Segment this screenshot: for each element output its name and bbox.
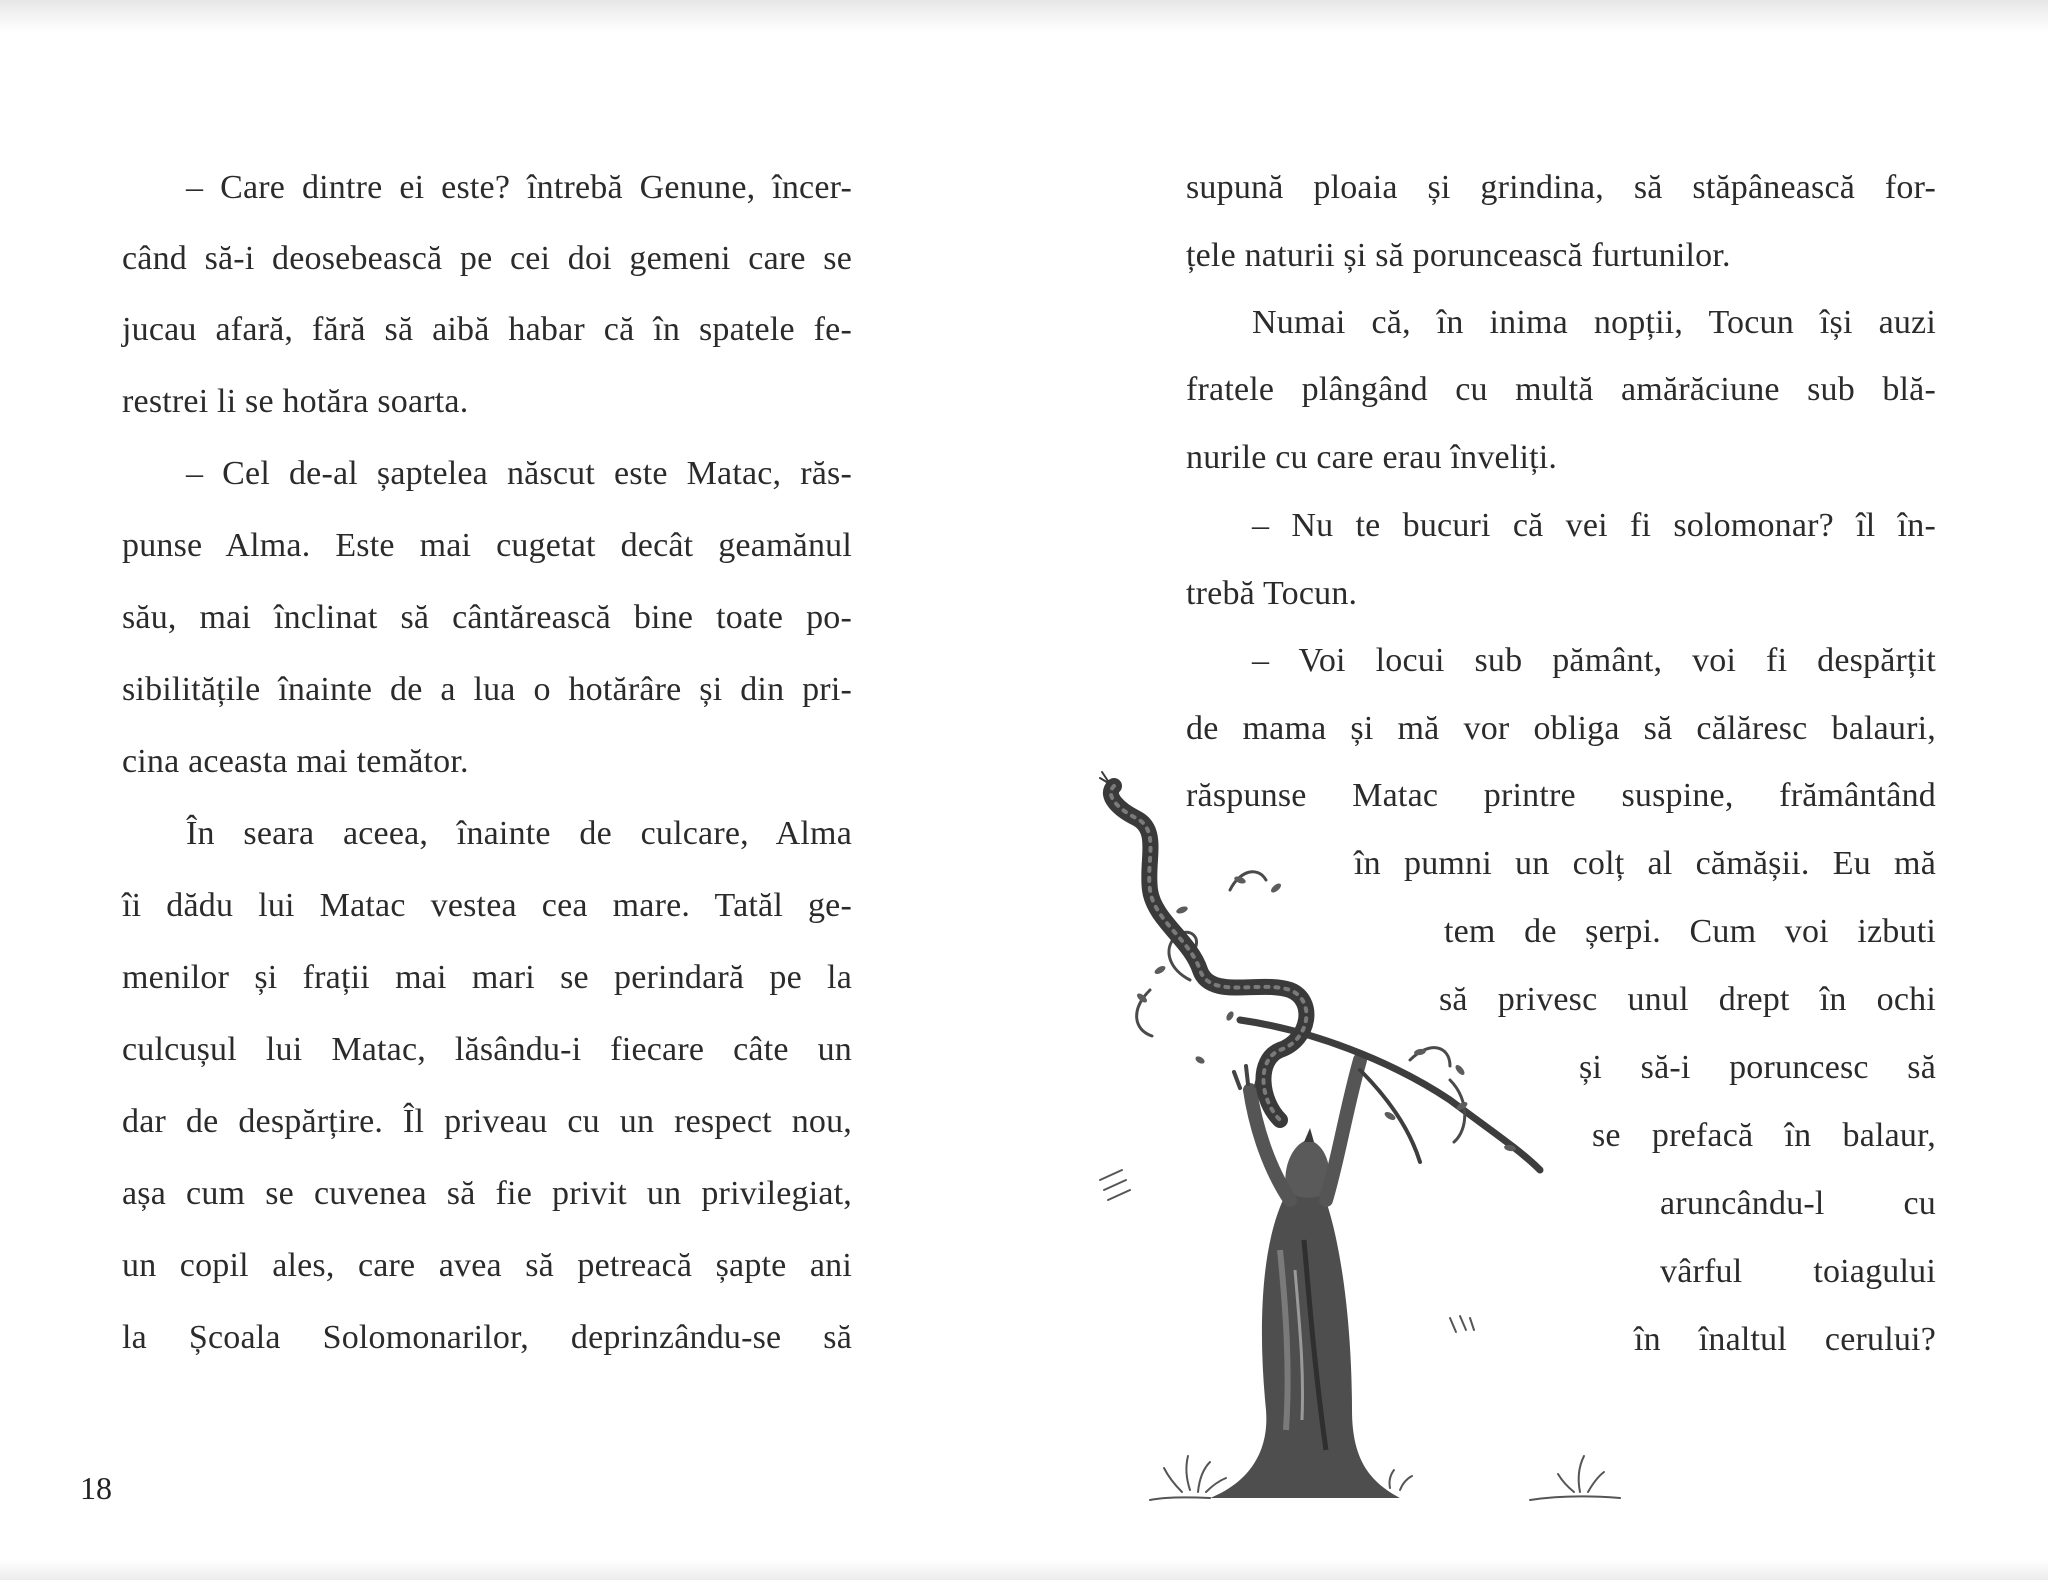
text-line: se prefacă în balaur, (1592, 1117, 1936, 1154)
text-line: la Școala Solomonarilor, deprinzându-se să (122, 1319, 852, 1356)
text-line: un copil ales, care avea să petreacă șapte ani (122, 1247, 852, 1284)
text-line: aruncându-l cu (1660, 1185, 1936, 1222)
text-line: – Cel de-al șaptelea născut este Matac, răs- (186, 455, 852, 492)
text-line: jucau afară, fără să aibă habar că în spatele fe- (122, 311, 852, 348)
text-line: culcușul lui Matac, lăsându-i fiecare câte un (122, 1031, 852, 1068)
snake-on-staff-illustration (1090, 770, 1670, 1570)
text-line: trebă Tocun. (1186, 575, 1358, 612)
text-line: fratele plângând cu multă amărăciune sub blă- (1186, 371, 1936, 408)
text-line: – Nu te bucuri că vei fi solomonar? îl în- (1252, 507, 1936, 544)
text-line: în înaltul cerului? (1634, 1321, 1936, 1358)
text-line: și să-i poruncesc să (1579, 1049, 1936, 1086)
text-line: restrei li se hotăra soarta. (122, 383, 469, 420)
text-line: în pumni un colț al cămășii. Eu mă (1354, 845, 1936, 882)
text-line: cina aceasta mai temător. (122, 743, 469, 780)
text-line: Numai că, în inima nopții, Tocun își auzi (1252, 304, 1936, 341)
text-line: supună ploaia și grindina, să stăpânească for- (1186, 169, 1936, 206)
text-line: nurile cu care erau înveliți. (1186, 439, 1558, 476)
text-line: În seara aceea, înainte de culcare, Alma (186, 815, 852, 852)
text-line: menilor și frații mai mari se perindară pe la (122, 959, 852, 996)
snake-body (1111, 786, 1307, 1120)
text-line: dar de despărțire. Îl priveau cu un respect nou, (122, 1103, 852, 1140)
text-line: tem de șerpi. Cum voi izbuti (1444, 913, 1936, 950)
text-line: său, mai înclinat să cântărească bine toate po- (122, 599, 852, 636)
right-arm (1326, 1060, 1360, 1200)
text-line: să privesc unul drept în ochi (1439, 981, 1936, 1018)
text-line: răspunse Matac printre suspine, frământând (1186, 777, 1936, 814)
text-line: – Care dintre ei este? întrebă Genune, încer- (186, 169, 852, 206)
text-line: vârful toiagului (1660, 1253, 1936, 1290)
text-line: îi dădu lui Matac vestea cea mare. Tatăl ge- (122, 887, 852, 924)
snake-tongue (1100, 772, 1110, 784)
page-number: 18 (80, 1470, 112, 1506)
text-line: – Voi locui sub pământ, voi fi despărțit (1252, 642, 1936, 679)
text-line: punse Alma. Este mai cugetat decât geamănul (122, 527, 852, 564)
text-line: țele naturii și să poruncească furtunilor. (1186, 237, 1731, 274)
text-line: când să-i deosebească pe cei doi gemeni care se (122, 240, 852, 277)
text-line: sibilitățile înainte de a lua o hotărâre și din pri- (122, 671, 852, 708)
text-line: de mama și mă vor obliga să călăresc balauri, (1186, 710, 1936, 747)
text-line: așa cum se cuvenea să fie privit un privilegiat, (122, 1175, 852, 1212)
robe-shape (1210, 1190, 1400, 1498)
